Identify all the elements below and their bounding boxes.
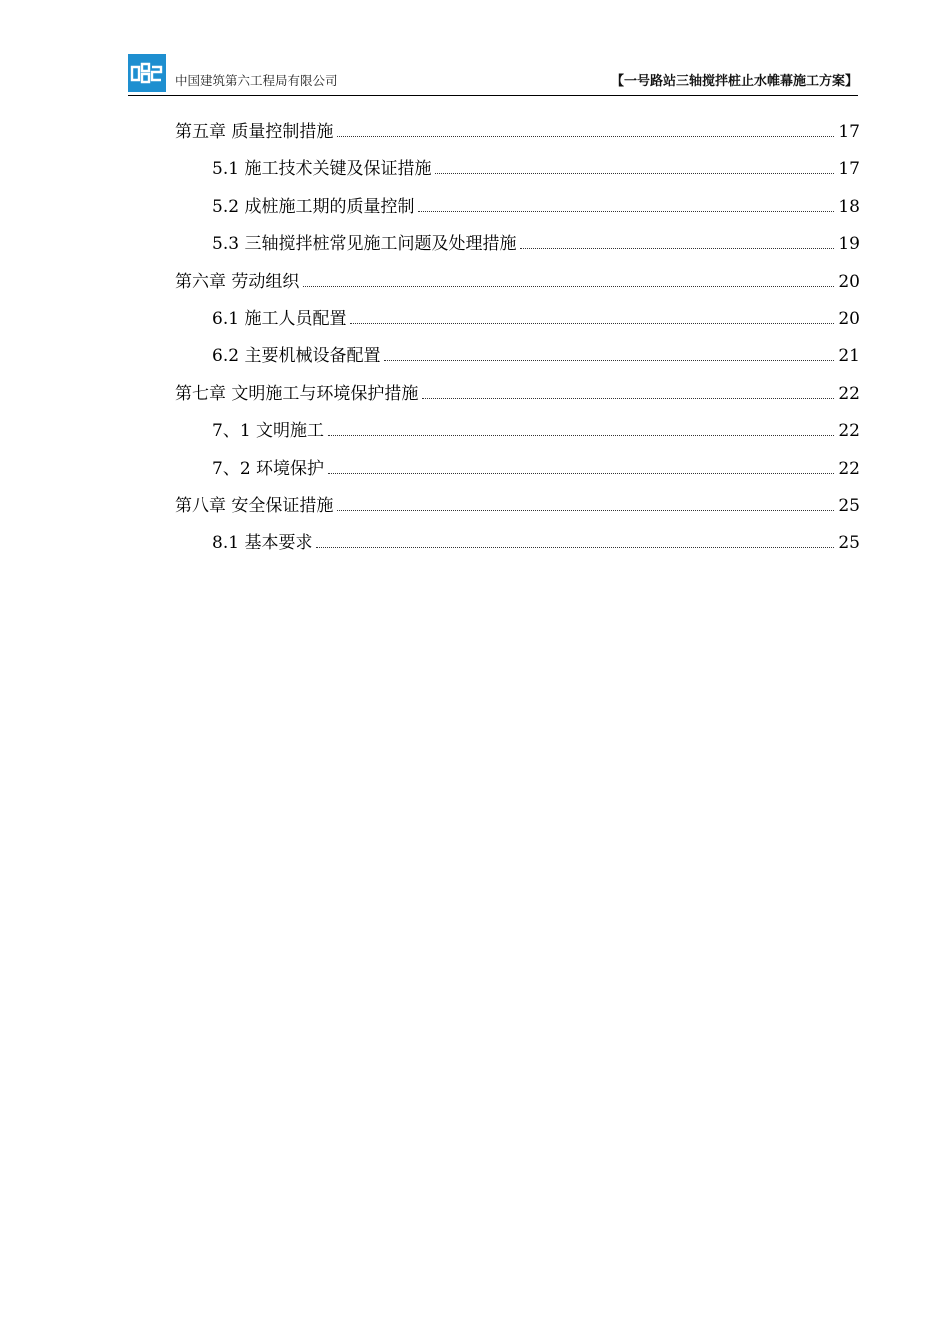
toc-page-number: 20 xyxy=(838,271,860,292)
toc-dot-leader xyxy=(422,385,834,399)
toc-section-entry[interactable] xyxy=(175,454,860,491)
toc-section-entry[interactable] xyxy=(175,229,860,266)
toc-entry-title: 7、1 文明施工 xyxy=(212,421,325,442)
toc-entry-title: 5.3 三轴搅拌桩常见施工问题及处理措施 xyxy=(212,234,517,255)
toc-page-number: 22 xyxy=(838,383,860,404)
toc-chapter-entry[interactable] xyxy=(175,267,860,304)
company-name: 中国建筑第六工程局有限公司 xyxy=(175,73,338,88)
toc-entry-title: 7、2 环境保护 xyxy=(212,458,325,479)
toc-dot-leader xyxy=(328,460,834,474)
table-of-contents xyxy=(175,117,860,566)
toc-entry-title: 第八章 安全保证措施 xyxy=(175,495,334,516)
toc-section-entry[interactable] xyxy=(175,416,860,453)
toc-page-number: 20 xyxy=(838,308,860,329)
toc-section-entry[interactable] xyxy=(175,304,860,341)
toc-dot-leader xyxy=(350,310,834,324)
toc-section-entry[interactable] xyxy=(175,154,860,191)
toc-entry-title: 6.1 施工人员配置 xyxy=(212,308,347,329)
toc-dot-leader xyxy=(418,198,834,212)
toc-page-number: 17 xyxy=(838,159,860,180)
toc-entry-title: 第七章 文明施工与环境保护措施 xyxy=(175,383,419,404)
toc-page-number: 22 xyxy=(838,458,860,479)
toc-dot-leader xyxy=(520,235,834,249)
toc-page-number: 19 xyxy=(838,234,860,255)
toc-page-number: 21 xyxy=(838,346,860,367)
toc-chapter-entry[interactable] xyxy=(175,379,860,416)
toc-chapter-entry[interactable] xyxy=(175,117,860,154)
cscec-logo-icon xyxy=(128,54,166,92)
toc-section-entry[interactable] xyxy=(175,192,860,229)
toc-dot-leader xyxy=(328,422,834,436)
toc-entry-title: 第六章 劳动组织 xyxy=(175,271,300,292)
toc-dot-leader xyxy=(303,273,834,287)
toc-page-number: 18 xyxy=(838,196,860,217)
toc-entry-title: 8.1 基本要求 xyxy=(212,533,313,554)
page-header xyxy=(128,54,858,94)
toc-dot-leader xyxy=(384,347,834,361)
toc-dot-leader xyxy=(337,497,834,511)
toc-page-number: 17 xyxy=(838,122,860,142)
toc-dot-leader xyxy=(316,534,834,548)
toc-entry-title: 5.2 成桩施工期的质量控制 xyxy=(212,196,415,217)
toc-page-number: 22 xyxy=(838,421,860,442)
toc-dot-leader xyxy=(435,160,834,174)
toc-page-number: 25 xyxy=(838,533,860,554)
toc-page-number: 25 xyxy=(838,495,860,516)
document-title: 【一号路站三轴搅拌桩止水帷幕施工方案】 xyxy=(610,74,858,89)
header-divider xyxy=(128,95,858,96)
toc-section-entry[interactable] xyxy=(175,341,860,378)
toc-entry-title: 5.1 施工技术关键及保证措施 xyxy=(212,159,432,180)
toc-entry-title: 第五章 质量控制措施 xyxy=(175,122,334,142)
toc-section-entry[interactable] xyxy=(175,528,860,565)
toc-dot-leader xyxy=(337,123,834,137)
toc-entry-title: 6.2 主要机械设备配置 xyxy=(212,346,381,367)
toc-chapter-entry[interactable] xyxy=(175,491,860,528)
